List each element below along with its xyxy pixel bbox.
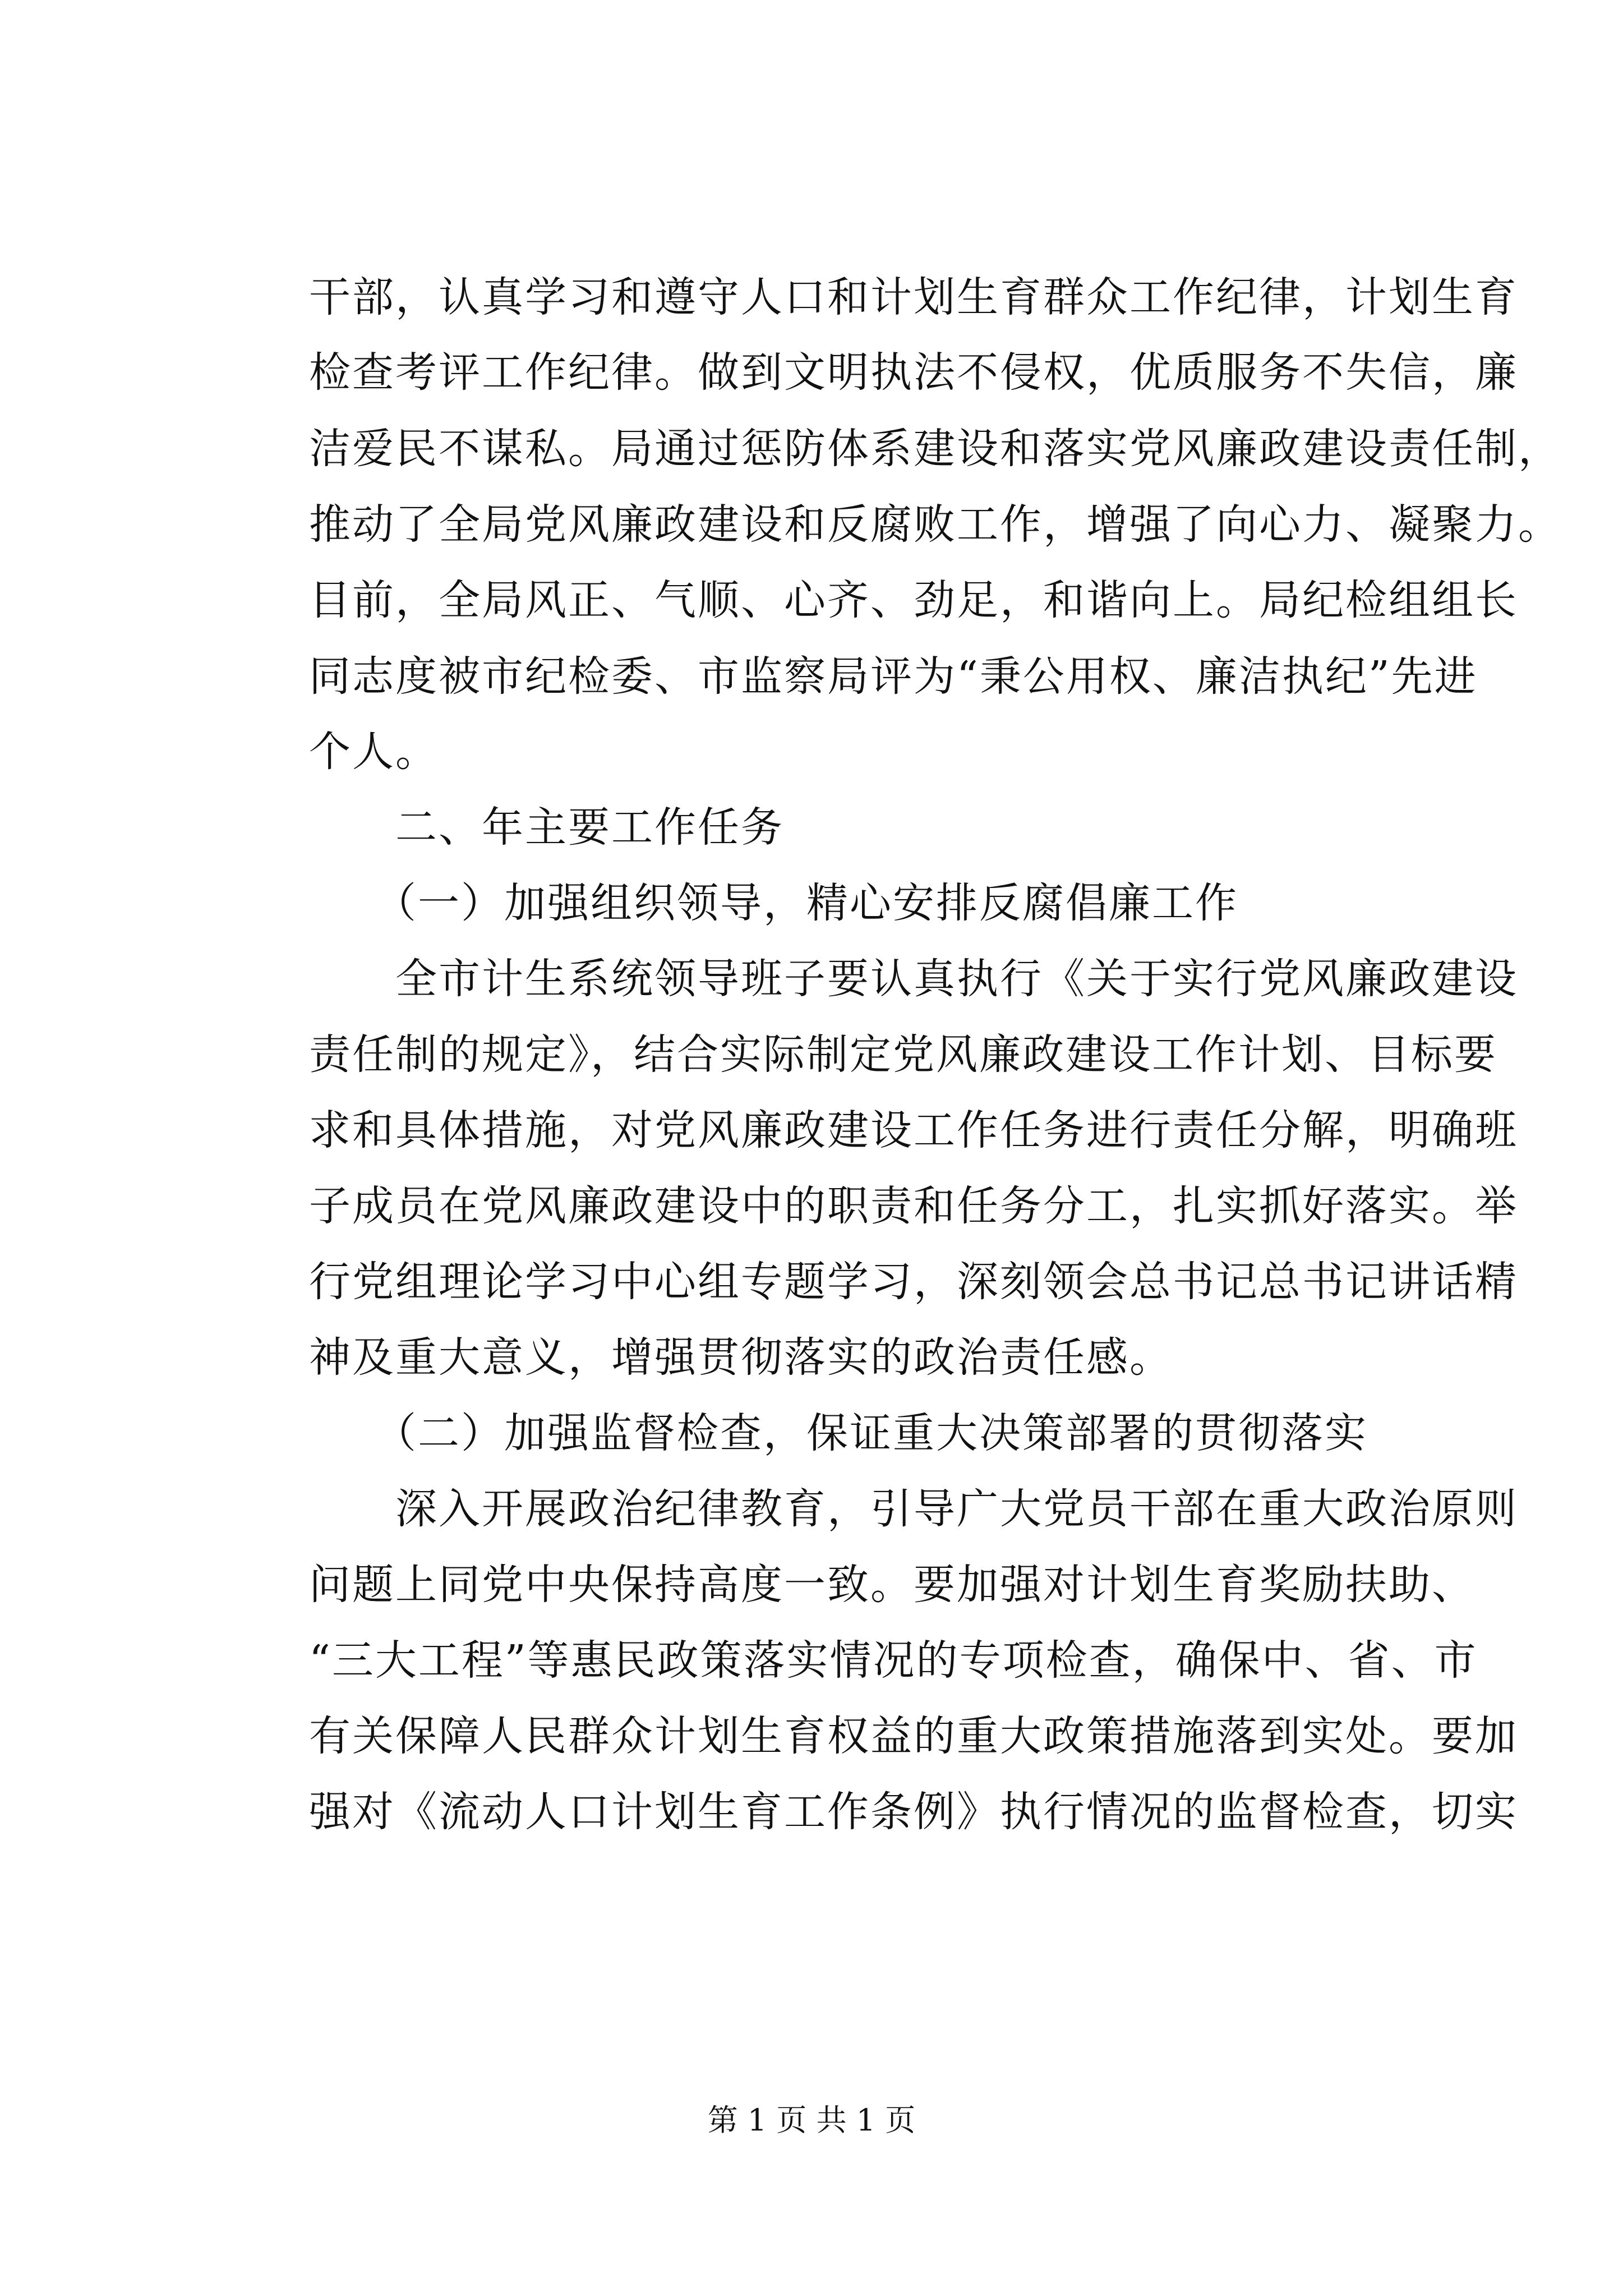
section-heading-2: 二、年主要工作任务	[309, 803, 784, 852]
subsection-heading-1: （一）加强组织领导，精心安排反腐倡廉工作	[309, 879, 1238, 927]
body-line-5: 目前，全局风正、气顺、心齐、劲足，和谐向上。局纪检组组长	[309, 576, 1518, 624]
body-line-13: 子成员在党风廉政建设中的职责和任务分工，扎实抓好落实。举	[309, 1182, 1518, 1230]
body-line-14: 行党组理论学习中心组专题学习，深刻领会总书记总书记讲话精	[309, 1258, 1518, 1306]
body-line-7: 个人。	[309, 728, 439, 776]
body-line-4: 推动了全局党风廉政建设和反腐败工作，增强了向心力、凝聚力。	[309, 500, 1561, 549]
body-line-20: 有关保障人民群众计划生育权益的重大政策措施落到实处。要加	[309, 1712, 1518, 1760]
body-line-1: 干部，认真学习和遵守人口和计划生育群众工作纪律，计划生育	[309, 273, 1518, 321]
body-line-2: 检查考评工作纪律。做到文明执法不侵权，优质服务不失信，廉	[309, 348, 1518, 397]
subsection-heading-2: （二）加强监督检查，保证重大决策部署的贯彻落实	[309, 1409, 1368, 1457]
body-line-18: 问题上同党中央保持高度一致。要加强对计划生育奖励扶助、	[309, 1561, 1475, 1609]
page-footer: 第 1 页 共 1 页	[707, 2102, 916, 2138]
body-line-12: 求和具体措施，对党风廉政建设工作任务进行责任分解，明确班	[309, 1106, 1518, 1154]
body-line-10: 全市计生系统领导班子要认真执行《关于实行党风廉政建设	[309, 955, 1518, 1003]
body-line-17: 深入开展政治纪律教育，引导广大党员干部在重大政治原则	[309, 1485, 1518, 1533]
body-line-11: 责任制的规定》，结合实际制定党风廉政建设工作计划、目标要	[309, 1030, 1497, 1079]
body-line-3: 洁爱民不谋私。局通过惩防体系建设和落实党风廉政建设责任制，	[309, 425, 1561, 473]
body-line-21: 强对《流动人口计划生育工作条例》执行情况的监督检查，切实	[309, 1788, 1518, 1836]
body-line-6: 同志度被市纪检委、市监察局评为“秉公用权、廉洁执纪”先进	[309, 652, 1478, 701]
body-line-15: 神及重大意义，增强贯彻落实的政治责任感。	[309, 1333, 1173, 1382]
body-line-19: “三大工程”等惠民政策落实情况的专项检查，确保中、省、市	[309, 1636, 1478, 1685]
